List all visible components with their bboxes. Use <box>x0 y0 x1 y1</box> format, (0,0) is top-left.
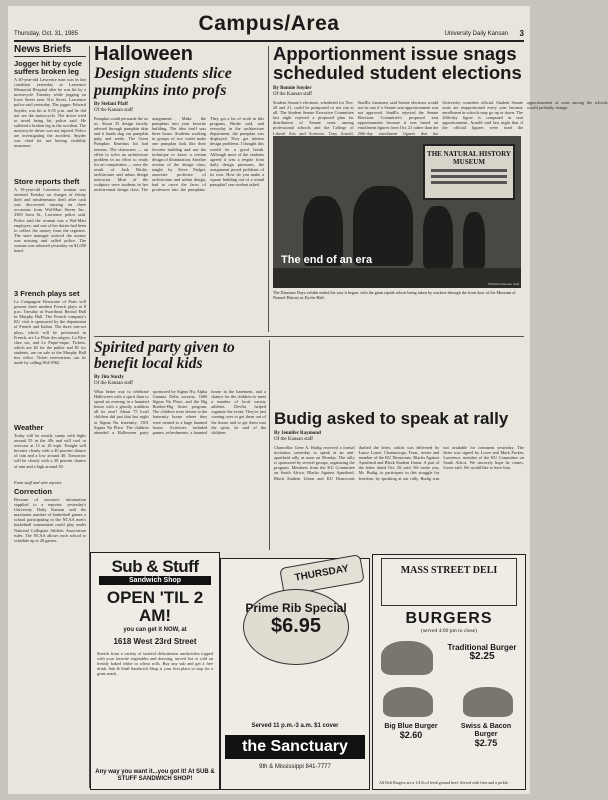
item-price: $2.75 <box>474 738 498 748</box>
menu-item <box>451 723 521 749</box>
column-rule <box>269 340 270 550</box>
byline-name: By Bonnie Snyder <box>273 86 312 91</box>
apportionment-story <box>273 44 523 82</box>
budig-body: Chancellor Gene A. Budig received a formal invitation yesterday to speak at an anti-apartheid rally at noon on Monday. The rally is sponsored by several groups, organizing the program. Members from the KU Committee on South Africa, Blacks Against Apartheid, Black Student Union and KU Democrats drafted the letter, which was delivered by Lance Losee, Chattanooga, Tenn., senior and member of the KU Democrats. Blacks Against Apartheid and Black Student Union. A part of the letter, dated Oct. 30, said: We invite you, Mr. Budig, to participate in this struggle for freedom, by speaking at our rally. Budig was not available for comment yesterday. The letter was signed by Losee and Mark Packer, Lawrence, member of the KU Committee on South Africa. We sincerely hope he comes, Losee said. We would like to have him. <box>274 445 524 481</box>
budig-headline: Budig asked to speak at rally <box>274 409 509 428</box>
deli-logo: MASS STREET DELI <box>381 558 517 606</box>
ad-venue-name: the Sanctuary <box>225 735 365 759</box>
worker-figure <box>423 206 453 268</box>
paper-name: University Daily Kansan <box>444 31 508 37</box>
halloween-story <box>94 44 264 348</box>
ad-serve-time: (served 4:00 pm to close) <box>421 628 477 634</box>
byline-staff: Of the Kansan staff <box>273 92 312 97</box>
menu-item <box>443 643 521 661</box>
byline-staff: Of the Kansan staff <box>274 437 313 442</box>
byline-name: By Jim Stoxly <box>94 375 124 380</box>
masthead <box>14 10 524 42</box>
sanctuary-ad <box>220 558 370 790</box>
brief-title: Jogger hit by cycle suffers broken leg <box>14 59 82 76</box>
ad-address: 1618 West 23rd Street <box>113 637 197 646</box>
brief-body: A 40-year-old Lawrence man was in fair condition yesterday at Lawrence Memorial Hospital after he was hit by a motorcycle Tuesday while jogging on Iowa Street near 31st Street, Lawrence police said yesterday. The jogger, Edward Snyder, was hit at 6:55 p.m. and he did not see the motorcycle. The driver tried to avoid being hit, police said. He suffered a broken leg in the accident. The motorcycle driver was not injured. Police are investigating the accident. Snyder was cited for not having visibility insurance. <box>14 77 86 149</box>
photo-ground <box>273 268 521 288</box>
ad-footer: Any way you want it...you got it! At SUB & STUFF SANDWICH SHOP! <box>95 769 215 782</box>
halloween-subhead: Design students slice pumpkins into profs <box>94 65 232 99</box>
mass-street-deli-ad <box>372 554 526 790</box>
ad-served: Served 11 p.m.-3 a.m. $1 cover <box>251 723 339 729</box>
ad-brand: Sub & Stuff <box>111 557 199 576</box>
section-title: Campus/Area <box>198 12 340 35</box>
ad-special: Prime Rib Special <box>245 601 347 615</box>
page-number: 3 <box>519 29 524 38</box>
ad-tag: Sandwich Shop <box>99 576 211 585</box>
ad-venue-address: 9th & Mississippi 841-7777 <box>259 764 331 770</box>
brief-body: Because of incorrect information supplied to a reporter, yesterday's University Daily Kansan said the maximum number of basketball games a school participating in the NCAA men's basketball tournament could play under National Collegiate Athletic Association rules. The NCAA allows each school to schedule up to 28 games. <box>14 497 86 543</box>
burger-illustration <box>381 641 433 675</box>
halloween-byline <box>94 102 264 114</box>
spirited-story <box>94 340 266 549</box>
apportionment-headline: Apportionment issue snags scheduled student elections <box>273 43 522 83</box>
burger-illustration <box>383 687 433 717</box>
spirited-body: What better way to celebrate Halloween with a spirit than to spend an evening in a haunted house with a ghostly tradition all its own? About 75 local children did just that last night at Sigma Nu fraternity, 1501 Sigma Nu Place. The children attended a Halloween party sponsored by Sigma Nu, Alpha Gamma Delta sorority, 1600 Sigma Nu Place, and the Big Brother-Big Sister program. The children were driven to the fraternity house where they were treated to a huge haunted house. Activities included games, refreshments, a haunted house in the basement, and a chance for the children to meet a number of local varsity athletes. Devlin helped organize the event. They're just coming over to get them out of the house and to get them into the spirit, he said of the children. <box>94 389 266 435</box>
ad-footer: All Deli Burgers are a 1/4 lb of fresh ground beef. Served with fries and a pickle. <box>379 780 509 785</box>
halloween-headline: Halloween <box>94 43 193 65</box>
apportionment-text <box>273 86 608 136</box>
briefs-header: News Briefs <box>14 44 86 57</box>
item-price: $2.25 <box>469 651 495 662</box>
brief-title: Weather <box>14 423 44 432</box>
brief-credit: From staff and wire reports <box>14 480 62 485</box>
byline-name: By Jennifer Raymond <box>274 431 321 436</box>
sign-text: THE NATURAL HISTORY MUSEUM <box>427 150 511 166</box>
ad-body: Stretch from a variety of tasteful delicatessen sandwiches topped with your favorite vegetables and dressing, served hot or cold on freshly baked white or wheat rolls. Buy any sub and get a free drink. Sub & Stuff Sandwich Shop is your first place to stop for a great snack. <box>97 651 213 677</box>
ad-price: $6.95 <box>270 615 322 637</box>
item-name: Swiss & Bacon Burger <box>460 723 512 738</box>
budig-story <box>274 410 524 541</box>
item-price: $2.60 <box>399 730 423 740</box>
prime-rib-plate <box>243 589 349 665</box>
brief-body: Today will be mostly sunny with highs around 55 in the 40s and will cool to overcast at 15 to 18 mph. Tonight will become cloudy with a 40 percent chance of rain and a low around 40. Tomorrow will be cloudy with a 30 percent chance of rain and a high around 50. <box>14 433 86 469</box>
photo-credit: Williams/Kansan staff <box>488 282 519 286</box>
brief-title: Store reports theft <box>14 177 80 186</box>
byline-staff: Of the Kansan staff <box>94 381 133 386</box>
photo-caption: The Dinosaur Days exhibit ended the way it began: with the giant reptile robots being taken by workers through the front door of the Museum of Natural History in Dyche Hall. <box>273 290 516 300</box>
item-name: Traditional Burger <box>447 643 517 652</box>
newspaper-page <box>8 6 608 794</box>
byline-staff: Of the Kansan staff <box>94 108 133 113</box>
halloween-body: Pumpkin could persuade the ax us. About 35 design faculty advised through pumpkin skin and it hands dug out pumpkin pulp and seeds. The Great Pumpkin Emeritus hit had reasons. The characters — an effort to solve an architecture problem in an effort to ready for art competition — were the result of Jack Birdie, architecture and urban design instructor. Most of the sculptors were students in her architectural design class. The assignment: Make the pumpkins into your favorite building. The idea itself was three hours. Students working in groups of two could make one pumpkin look like their favorite building and use the technique to know a certain design of illumination. Another section of the design class, taught by Steve Padget, associate professor of architecture and urban design, had to carve the faces of professors into the pumpkins. They got a lot of work in this program, Birdie said, and everyday in the architecture department, the pumpkin was displayed. They got intense design problems. I thought this would be a good break. Although most of the students agreed it was a respite from daily design pressures, the assignment posed problems of its own. How do you make a square building out of a round pumpkin? one student asked. <box>94 116 264 193</box>
ad-now: you can get it NOW, at <box>123 627 187 633</box>
section-rule <box>94 336 524 337</box>
photo-label: The end of an era <box>281 254 373 266</box>
spirited-byline <box>94 375 266 387</box>
apportionment-byline <box>273 86 523 98</box>
sub-and-stuff-ad <box>90 552 220 790</box>
brief-title: 3 French plays set <box>14 289 80 298</box>
museum-sign <box>423 144 515 200</box>
budig-byline <box>274 431 524 443</box>
dinosaur-photo <box>273 136 521 288</box>
ad-hours: OPEN 'TIL 2 AM! <box>106 588 204 625</box>
menu-item <box>377 723 445 741</box>
ad-day: THURSDAY <box>279 554 365 596</box>
brief-body: La Compagnie Beaucaire of Paris will present three modern French plays at 8 p.m. Tuesday at Swarthout Recital Hall in Murphy Hall. The French company's KU visit is sponsored by the department of French and Italian. The three one-act plays, which will be performed in French, are La Pluie des nègres, La Fâce chez soi, and Le Pique-nique. Tickets, which are $2 for the public and $1 for students, are on sale at the Murphy Hall box office. Ticket reservations can be made by calling 864-3982. <box>14 299 86 366</box>
spirited-headline: Spirited party given to benefit local kids <box>94 339 235 372</box>
ad-burgers: BURGERS <box>405 610 493 627</box>
brief-body: A 19-year-old Lawrence woman was arrested Tuesday on charges of felony theft and misdemeanor theft after cash was discovered missing on three occasions from Wal-Mart Stores Inc., 3300 Iowa St., Lawrence police said. Police said the woman was a Wal-Mart employee, and one of her duties had been to collect the money from the registers. The store manager noticed the money was missing and called police. The woman was released yesterday on $1,000 bond. <box>14 187 86 254</box>
news-briefs-column <box>14 44 86 603</box>
item-name: Big Blue Burger <box>384 723 438 730</box>
byline-name: By Stefani Pfaff <box>94 102 128 107</box>
column-rule <box>268 46 269 332</box>
burger-illustration <box>463 687 513 717</box>
brief-title: Correction <box>14 487 52 496</box>
issue-date: Thursday, Oct. 31, 1985 <box>14 31 78 37</box>
apportionment-body: Student Senate's elections, scheduled for Nov. 20 and 21, could be postponed or not run at all. The Student Senate Executive Committee last night rejected a proposed plan for distribution of Senate seats among professional schools and the College of Liberal Arts and Sciences. Tony Arnold, StudEx chairman, said Senate elections would not be run if a Senate seat apportionment was not approved. StudEx rejected the Senate Elections Committee's proposed seat apportionment because it was based on enrollment figures from Oct. 21 rather than the 20th-day enrollment figures that the University considers official. Student Senate seats are reapportioned every year because enrollment in schools may go up or down. The 20th-day figure is computed in seat apportionment. Arnold said last night that if the official figures were used the apportionment of seats among the schools would probably change. <box>273 100 608 136</box>
worker-figure <box>463 212 485 268</box>
